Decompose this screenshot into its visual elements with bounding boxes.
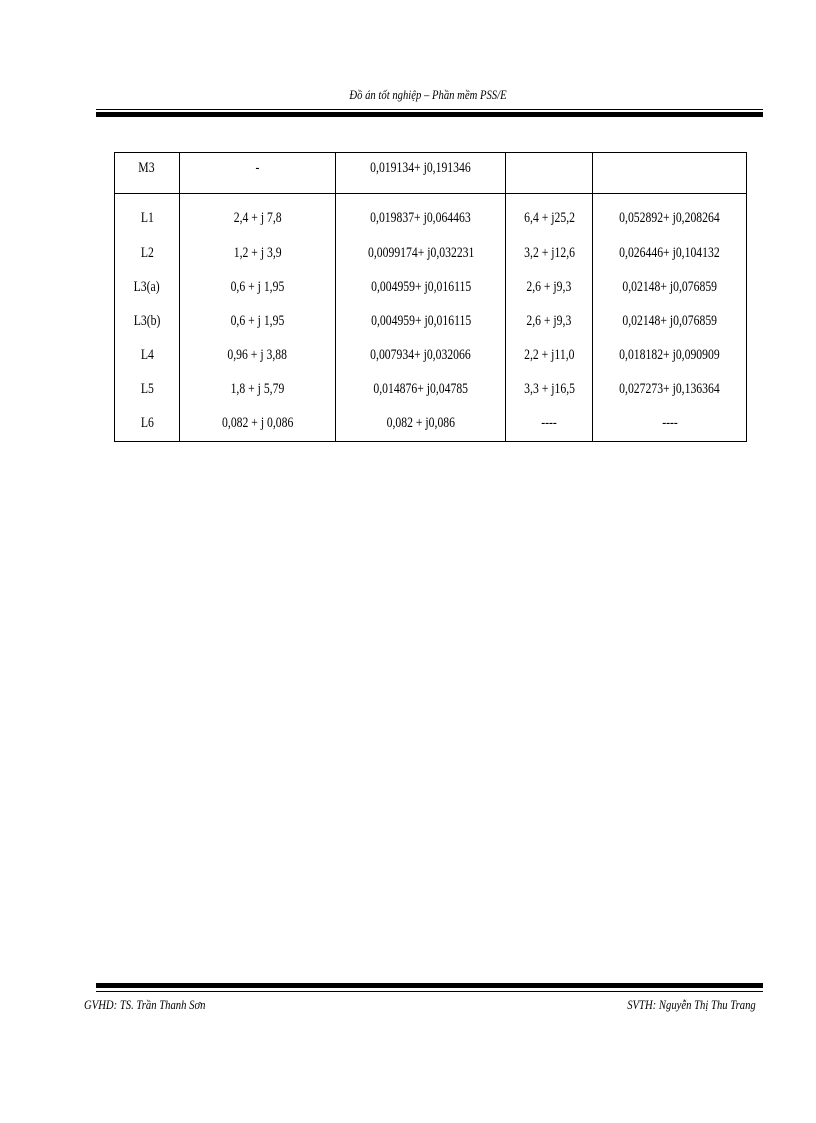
footer-rule-thick [96,983,763,988]
table-cell [179,153,336,194]
table-cell [179,194,336,237]
table-cell [593,407,747,442]
footer-advisor: GVHD: TS. Trần Thanh Sơn [84,997,206,1012]
impedance-table [114,152,747,442]
table-cell [593,194,747,237]
footer-rule-thin [96,991,763,992]
cell-text: 2,6 + j9,3 [526,279,572,295]
table-cell [115,407,180,442]
cell-text: 3,3 + j16,5 [523,381,575,397]
table-cell [506,153,593,194]
table-row [115,305,747,339]
table-cell [115,305,180,339]
table-cell [593,305,747,339]
table-cell [336,373,506,407]
table-cell [179,271,336,305]
cell-text: 2,6 + j9,3 [526,313,572,329]
cell-text: 0,014876+ j0,04785 [373,381,469,397]
table-cell [336,194,506,237]
table-cell [115,153,180,194]
page-header-title: Đồ án tốt nghiệp – Phần mềm PSS/E [349,87,507,102]
table-cell [179,339,336,373]
cell-text: 0,0099174+ j0,032231 [367,245,475,261]
table-cell [115,271,180,305]
cell-text: L6 [140,415,154,431]
header-rule-thick [96,112,763,117]
cell-text: 1,2 + j 3,9 [233,245,282,261]
cell-text: 0,02148+ j0,076859 [622,279,717,295]
table-cell [179,407,336,442]
table-cell [506,339,593,373]
cell-text: L3(b) [133,313,161,329]
cell-text: - [255,160,260,176]
cell-text: L5 [140,381,154,397]
cell-text: L4 [140,347,154,363]
table-cell [506,305,593,339]
cell-text: 0,052892+ j0,208264 [619,209,720,226]
table-cell [336,339,506,373]
table-row [115,237,747,271]
table-cell [336,153,506,194]
table-cell [506,373,593,407]
cell-text: 0,96 + j 3,88 [227,347,288,363]
cell-text: 2,4 + j 7,8 [233,209,282,226]
table-cell [506,194,593,237]
table-row [115,339,747,373]
cell-text: L1 [140,209,154,226]
cell-text: 0,02148+ j0,076859 [622,313,717,329]
cell-text: 0,007934+ j0,032066 [370,347,472,363]
table-row [115,194,747,237]
cell-text: 3,2 + j12,6 [523,245,575,261]
cell-text: M3 [138,160,156,176]
cell-text: 0,004959+ j0,016115 [370,313,471,329]
table-cell [115,237,180,271]
cell-text: 0,6 + j 1,95 [230,313,285,329]
cell-text: 0,082 + j0,086 [386,415,456,431]
cell-text: 0,6 + j 1,95 [230,279,285,295]
cell-text: 0,027273+ j0,136364 [619,381,720,397]
table-cell [115,194,180,237]
table-cell [593,153,747,194]
table-row [115,407,747,442]
cell-text: L3(a) [133,279,160,295]
cell-text: 0,019134+ j0,191346 [370,160,472,176]
table-cell [593,373,747,407]
table-cell [506,237,593,271]
table-row [115,153,747,194]
cell-text: 6,4 + j25,2 [523,209,575,226]
table-cell [506,407,593,442]
table-cell [115,373,180,407]
cell-text: 0,026446+ j0,104132 [619,245,720,261]
cell-text: 0,004959+ j0,016115 [370,279,471,295]
table-cell [115,339,180,373]
table-cell [179,237,336,271]
table-cell [593,271,747,305]
table-cell [336,407,506,442]
cell-text: 1,8 + j 5,79 [230,381,285,397]
header-rule-thin [96,109,763,110]
cell-text: 2,2 + j11,0 [523,347,575,363]
cell-text: 0,019837+ j0,064463 [370,209,472,226]
table-cell [506,271,593,305]
cell-text: 0,082 + j 0,086 [221,415,294,431]
cell-text: L2 [140,245,154,261]
table-cell [179,305,336,339]
cell-text: 0,018182+ j0,090909 [619,347,720,363]
table-cell [336,237,506,271]
table-row [115,373,747,407]
cell-text: ---- [541,415,557,431]
table-cell [179,373,336,407]
table-cell [336,271,506,305]
table-cell [336,305,506,339]
table-cell [593,237,747,271]
footer-student: SVTH: Nguyễn Thị Thu Trang [627,997,756,1012]
table-cell [593,339,747,373]
table-row [115,271,747,305]
cell-text: ---- [661,415,678,431]
